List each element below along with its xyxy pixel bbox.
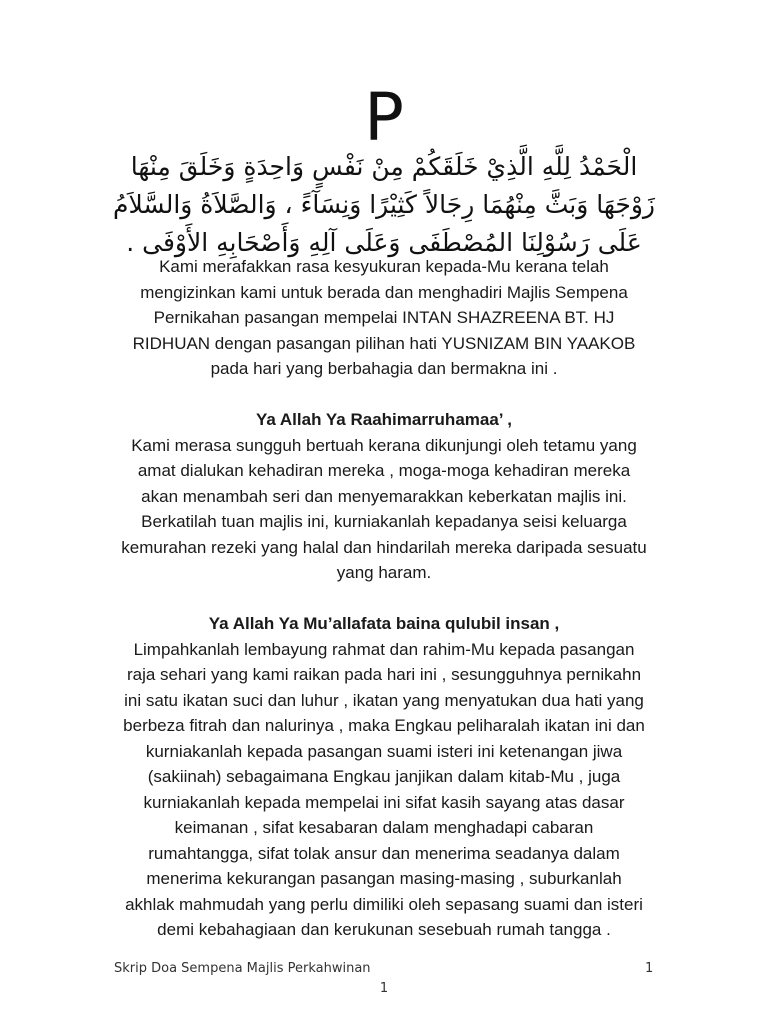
arabic-line: عَلَى رَسُوْلِنَا المُصْطَفَى وَعَلَى آلِهِ وَأَصْحَابِهِ الأَوْفَى . — [126, 228, 642, 257]
paragraph-line: Kami merasa sungguh bertuah kerana dikunjungi oleh tetamu yang — [131, 435, 637, 455]
paragraph-spacer — [96, 382, 672, 408]
paragraph-line: Limpahkanlah lembayung rahmat dan rahim-Mu kepada pasangan — [133, 639, 635, 659]
couple-paragraph — [96, 637, 672, 943]
paragraph-spacer — [96, 586, 672, 612]
paragraph-line: amat dialukan kehadiran mereka , moga-moga kehadiran mereka — [137, 461, 631, 480]
paragraph-line: kurniakanlah kepada mempelai ini sifat kasih sayang atas dasar — [143, 792, 625, 812]
prayer-body — [96, 254, 672, 943]
paragraph-line: menerima kekurangan pasangan masing-masing , suburkanlah — [146, 869, 622, 888]
arabic-opening-prayer — [96, 148, 672, 262]
footer-title: Skrip Doa Sempena Majlis Perkahwinan — [114, 961, 371, 976]
drop-cap-heading: P — [364, 79, 404, 156]
invocation-heading: Ya Allah Ya Mu’allafata baina qulubil insan , — [208, 614, 560, 633]
invocation-heading: Ya Allah Ya Raahimarruhamaa’ , — [255, 410, 513, 429]
paragraph-line: berbeza fitrah dan nalurinya , maka Engkau peliharalah ikatan ini dan — [123, 716, 645, 735]
gratitude-paragraph — [96, 254, 672, 382]
paragraph-line: mengizinkan kami untuk berada dan menghadiri Majlis Sempena — [140, 282, 628, 302]
paragraph-line: raja sehari yang kami raikan pada hari ini , sesungguhnya pernikahn — [126, 665, 642, 684]
paragraph-line: yang haram. — [336, 563, 432, 582]
paragraph-line: ini satu ikatan suci dan luhur , ikatan yang menyatukan dua hati yang — [124, 690, 644, 710]
footer-page-number-centered: 1 — [379, 981, 389, 996]
paragraph-line: kurniakanlah kepada pasangan suami isteri ini ketenangan jiwa — [145, 741, 623, 761]
paragraph-line: Kami merafakkan rasa kesyukuran kepada-Mu kerana telah — [159, 257, 609, 276]
paragraph-line: (sakiinah) sebagaimana Engkau janjikan dalam kitab-Mu , juga — [147, 767, 621, 786]
paragraph-line: rumahtangga, sifat tolak ansur dan menerima seadanya dalam — [148, 843, 620, 863]
arabic-line: الْحَمْدُ لِلَّهِ الَّذِيْ خَلَقَكُمْ مِنْ نَفْسٍ وَاحِدَةٍ وَخَلَقَ مِنْهَا — [130, 152, 638, 181]
paragraph-line: akan menambah seri dan menyemarakkan keberkatan majlis ini. — [141, 486, 627, 506]
paragraph-line: keimanan , sifat kesabaran dalam menghadapi cabaran — [174, 818, 594, 837]
paragraph-line: Pernikahan pasangan mempelai INTAN SHAZREENA BT. HJ — [153, 308, 615, 327]
paragraph-line: kemurahan rezeki yang halal dan hindarilah mereka daripada sesuatu — [121, 537, 647, 557]
paragraph-line: akhlak mahmudah yang perlu dimiliki oleh sepasang suami dan isteri — [125, 894, 643, 914]
arabic-line: زَوْجَهَا وَبَثَّ مِنْهُمَا رِجَالاً كَثِيْرًا وَنِسَآءً ، وَالصَّلاَةُ وَالسَّلاَمُ — [113, 190, 655, 219]
paragraph-line: pada hari yang berbahagia dan bermakna ini . — [210, 359, 558, 378]
guests-paragraph — [96, 433, 672, 586]
footer-page-number: 1 — [645, 961, 654, 976]
paragraph-line: RIDHUAN dengan pasangan pilihan hati YUSNIZAM BIN YAAKOB — [132, 333, 636, 353]
paragraph-line: demi kebahagiaan dan kerukunan sesebuah rumah tangga . — [157, 920, 611, 939]
paragraph-line: Berkatilah tuan majlis ini, kurniakanlah kepadanya seisi keluarga — [141, 512, 627, 531]
